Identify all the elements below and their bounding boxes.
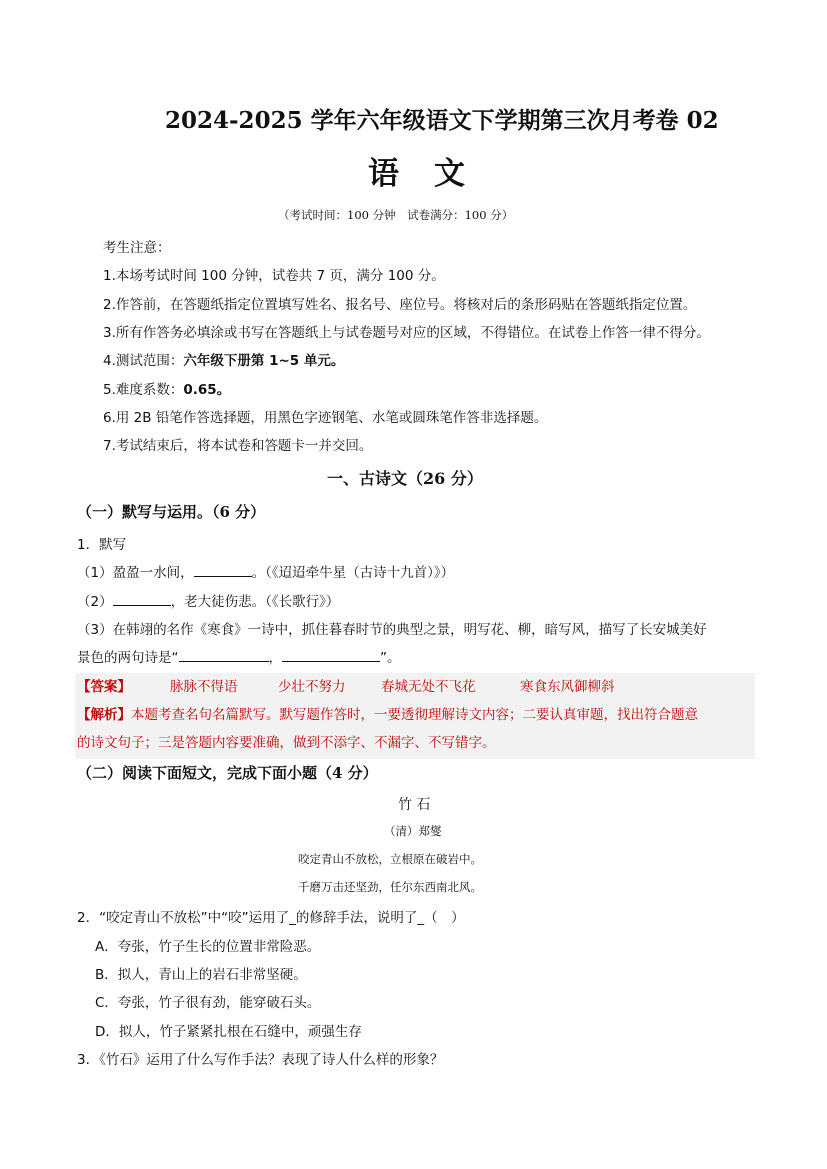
- poem-line-2: 千磨万击还坚劲，任尔东西南北风。: [298, 880, 482, 894]
- notice-item-4: 4.测试范围：六年级下册第 1~5 单元。: [103, 353, 345, 369]
- subject-title: 语 文: [368, 156, 467, 192]
- q1-3-line1: （3）在韩翊的名作《寒食》一诗中，抓住暮春时节的典型之景，明写花、柳，暗写风，描写了长安城美好: [77, 622, 707, 638]
- answer-1: 脉脉不得语: [170, 679, 238, 695]
- blank: [282, 647, 380, 662]
- answer-tag: 【答案】: [77, 679, 131, 695]
- blank: [113, 591, 171, 606]
- blank: [194, 562, 252, 577]
- q1-2: （2） ，老大徒伤悲。（《长歌行》）: [77, 590, 339, 610]
- q2-option-c: C．夸张，竹子很有劲，能穿破石头。: [95, 995, 321, 1011]
- notice-item-1: 1.本场考试时间 100 分钟，试卷共 7 页，满分 100 分。: [103, 268, 445, 284]
- exam-title: 2024-2025 学年六年级语文下学期第三次月考卷 02: [165, 107, 719, 134]
- q3-stem: 3．《竹石》运用了什么写作手法？表现了诗人什么样的形象？: [77, 1052, 444, 1068]
- notice-item-3: 3.所有作答务必填涂或书写在答题纸上与试卷题号对应的区域，不得错位。在试卷上作答一律不得分。: [103, 325, 710, 341]
- notice-item-6: 6.用 2B 铅笔作答选择题，用黑色字迹钢笔、水笔或圆珠笔作答非选择题。: [103, 410, 548, 426]
- section-heading: 一、古诗文（26 分）: [327, 469, 483, 488]
- notice-item-7: 7.考试结束后，将本试卷和答题卡一并交回。: [103, 438, 373, 454]
- answer-line: [77, 675, 131, 695]
- answer-4: 寒食东风御柳斜: [520, 679, 615, 695]
- analysis-line2: 的诗文句子；三是答题内容要准确，做到不添字、不漏字、不写错字。: [77, 735, 496, 751]
- blank: [179, 647, 269, 662]
- answer-2: 少壮不努力: [278, 679, 346, 695]
- q2-option-a: A．夸张，竹子生长的位置非常险恶。: [95, 939, 321, 955]
- poem-author: （清）郑燮: [384, 824, 442, 838]
- poem-title: 竹 石: [398, 797, 431, 813]
- notice-item-2: 2.作答前，在答题纸指定位置填写姓名、报名号、座位号。将核对后的条形码贴在答题纸指定位置。: [103, 297, 697, 313]
- part2-heading: （二）阅读下面短文，完成下面小题（4 分）: [77, 764, 378, 782]
- q2-option-d: D．拟人，竹子紧紧扎根在石缝中，顽强生存: [95, 1024, 362, 1040]
- q1-label: 1．默写: [77, 537, 127, 553]
- exam-info: （考试时间：100 分钟 试卷满分：100 分）: [278, 208, 514, 222]
- q1-3-line2: 景色的两句诗是“ ， ”。: [77, 646, 401, 666]
- q2-option-b: B．拟人，青山上的岩石非常坚硬。: [95, 967, 307, 983]
- notice-heading: 考生注意：: [103, 240, 171, 256]
- part1-heading: （一）默写与运用。（6 分）: [77, 503, 266, 521]
- q2-stem: 2．“咬定青山不放松”中“咬”运用了_的修辞手法，说明了_（ ）: [77, 910, 465, 926]
- analysis-tag: 【解析】: [77, 707, 131, 723]
- q1-1: （1）盈盈一水间， 。（《迢迢牵牛星（古诗十九首）》）: [77, 561, 454, 581]
- notice-item-5: 5.难度系数：0.65。: [103, 382, 231, 398]
- answer-3: 春城无处不飞花: [381, 679, 476, 695]
- poem-line-1: 咬定青山不放松，立根原在破岩中。: [298, 852, 482, 866]
- analysis-line1: 【解析】本题考查名句名篇默写。默写题作答时，一要透彻理解诗文内容；二要认真审题，找出符合题意: [77, 707, 698, 723]
